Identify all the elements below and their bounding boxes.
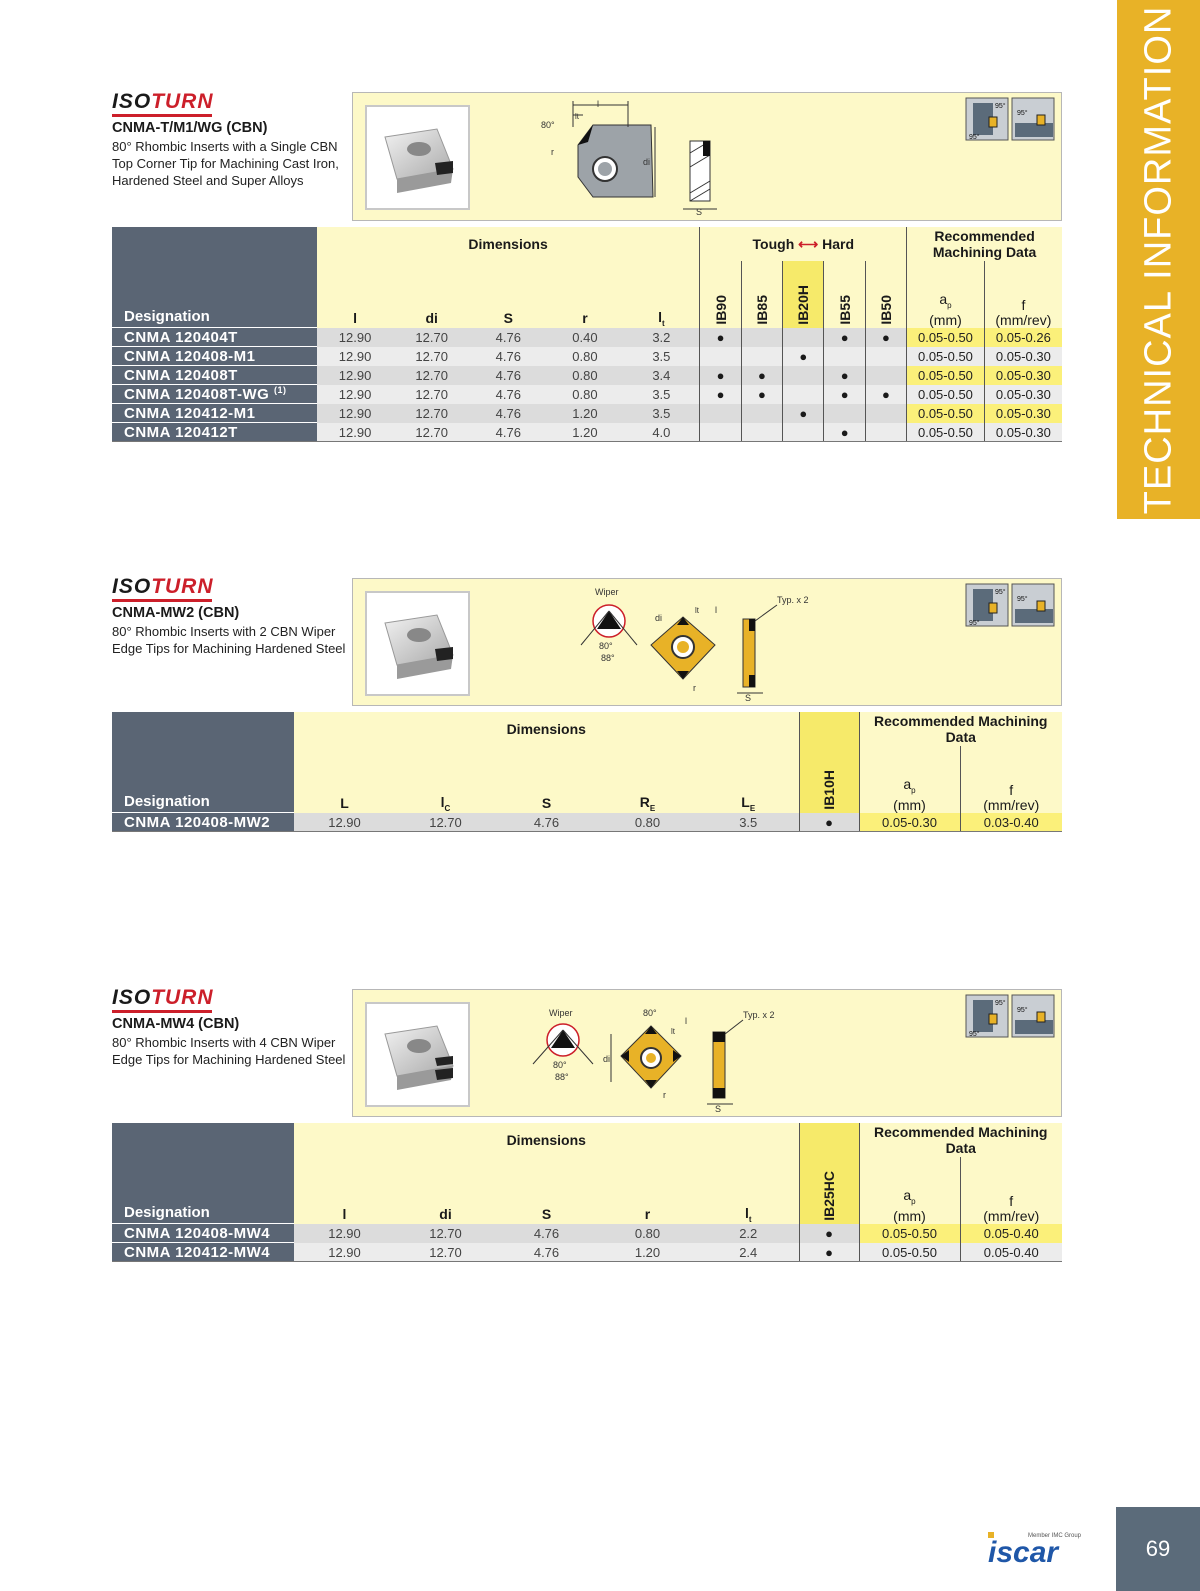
header-dim-r: r xyxy=(547,309,624,328)
svg-text:95°: 95° xyxy=(969,620,980,627)
grade-header: IB10H xyxy=(821,770,837,810)
table-row: CNMA 120408T 12.90 12.70 4.76 0.80 3.4 ● ● ● 0.05-0.50 0.05-0.30 xyxy=(112,366,1062,385)
svg-text:r: r xyxy=(663,1090,666,1100)
brand-underline xyxy=(112,114,212,117)
svg-text:di: di xyxy=(603,1054,611,1064)
header-dim-re: $R_E$ xyxy=(597,794,698,813)
svg-text:lt: lt xyxy=(575,112,579,121)
product-title: CNMA-MW4 (CBN) xyxy=(112,1016,240,1032)
header-dim-l: l xyxy=(294,1205,395,1224)
brand-underline xyxy=(112,599,212,602)
grade-header: IB20H xyxy=(795,285,812,325)
table-row: CNMA 120412-MW4 12.90 12.70 4.76 1.20 2.4 ● 0.05-0.50 0.05-0.40 xyxy=(112,1243,1062,1262)
header-dimensions: Dimensions xyxy=(317,227,700,261)
header-dim-l: l xyxy=(317,309,394,328)
header-f: f (mm/rev) xyxy=(984,261,1062,328)
header-dim-lc: $l_C$ xyxy=(395,794,496,813)
insert-wiper-diagram xyxy=(513,994,813,1114)
svg-text:di: di xyxy=(643,157,651,167)
insert-wiper-diagram xyxy=(563,583,833,703)
header-dimensions: Dimensions xyxy=(294,1123,799,1157)
header-dim-L: L xyxy=(294,794,395,813)
header-recommended: Recommended Machining Data xyxy=(907,227,1062,261)
table-row: CNMA 120408-M1 12.90 12.70 4.76 0.80 3.5 ● 0.05-0.50 0.05-0.30 xyxy=(112,347,1062,366)
spec-table xyxy=(112,1123,1062,1262)
product-description: 80° Rhombic Inserts with 4 CBN Wiper Edge Tips for Machining Hardened Steel xyxy=(112,1035,346,1067)
table-row: CNMA 120408T-WG $^{(1)}$ 12.90 12.70 4.76 0.80 3.5 ● ● ● ● 0.05-0.50 0.05-0.30 xyxy=(112,385,1062,404)
table-row: CNMA 120408-MW4 12.90 12.70 4.76 0.80 2.2 ● 0.05-0.50 0.05-0.40 xyxy=(112,1224,1062,1243)
section-cnma-t xyxy=(112,90,1062,470)
brand-logo: ISOTURN xyxy=(112,90,214,113)
insert-photo xyxy=(365,105,470,210)
table-row: CNMA 120404T 12.90 12.70 4.76 0.40 3.2 ● ● ● 0.05-0.50 0.05-0.26 xyxy=(112,328,1062,347)
svg-text:95°: 95° xyxy=(1017,596,1028,603)
svg-text:iscar: iscar xyxy=(988,1536,1059,1566)
product-illustration-box xyxy=(352,578,1062,706)
product-description: 80° Rhombic Inserts with a Single CBN Top Corner Tip for Machining Cast Iron, Hardened Steel and Super Alloys xyxy=(112,139,339,188)
svg-text:di: di xyxy=(655,613,663,623)
svg-text:80°: 80° xyxy=(599,641,613,651)
svg-text:95°: 95° xyxy=(969,1031,980,1038)
svg-text:Wiper: Wiper xyxy=(595,587,619,597)
side-tab-technical-information xyxy=(1117,0,1200,519)
header-recommended: Recommended Machining Data xyxy=(859,1123,1062,1157)
page-number: 69 xyxy=(1116,1507,1200,1591)
brand-logo: ISOTURN xyxy=(112,986,214,1009)
machining-operation-icon xyxy=(965,994,1055,1038)
header-dim-lt: $l_t$ xyxy=(623,309,700,328)
machining-operation-icon xyxy=(965,583,1055,627)
grade-header: IB85 xyxy=(753,295,770,325)
svg-text:80°: 80° xyxy=(643,1008,657,1018)
svg-text:S: S xyxy=(745,693,752,703)
header-dimensions: Dimensions xyxy=(294,712,799,746)
member-imc-group-text: Member IMC Group xyxy=(1028,1533,1082,1539)
header-dim-di: di xyxy=(393,309,470,328)
header-dim-r: r xyxy=(597,1205,698,1224)
brand-underline xyxy=(112,1010,212,1013)
svg-text:95°: 95° xyxy=(995,589,1006,596)
header-dim-s: S xyxy=(470,309,547,328)
svg-text:S: S xyxy=(715,1104,722,1114)
iscar-logo xyxy=(988,1526,1088,1566)
header-dim-s: S xyxy=(496,1205,597,1224)
product-illustration-box xyxy=(352,989,1062,1117)
insert-dimension-diagram xyxy=(533,97,733,217)
header-f: f (mm/rev) xyxy=(960,1157,1062,1224)
insert-photo xyxy=(365,1002,470,1107)
header-designation: Designation xyxy=(112,227,317,328)
svg-text:lt: lt xyxy=(671,1027,675,1036)
svg-text:95°: 95° xyxy=(1017,1007,1028,1014)
svg-text:l: l xyxy=(685,1016,687,1026)
header-dim-s: S xyxy=(496,794,597,813)
section-cnma-mw4 xyxy=(112,986,1062,1286)
product-title: CNMA-MW2 (CBN) xyxy=(112,605,240,621)
table-row: CNMA 120412-M1 12.90 12.70 4.76 1.20 3.5 ● 0.05-0.50 0.05-0.30 xyxy=(112,404,1062,423)
svg-text:80°: 80° xyxy=(553,1060,567,1070)
svg-text:r: r xyxy=(693,683,696,693)
header-recommended: Recommended Machining Data xyxy=(859,712,1062,746)
brand-logo: ISOTURN xyxy=(112,575,214,598)
product-description: 80° Rhombic Inserts with 2 CBN Wiper Edge Tips for Machining Hardened Steel xyxy=(112,624,346,656)
header-tough-hard: Tough ⟷ Hard xyxy=(700,227,907,261)
header-designation: Designation xyxy=(112,1123,294,1224)
svg-text:88°: 88° xyxy=(555,1072,569,1082)
grade-header: IB90 xyxy=(712,295,729,325)
svg-text:95°: 95° xyxy=(995,103,1006,110)
header-dim-lt: $l_t$ xyxy=(698,1205,799,1224)
table-row: CNMA 120412T 12.90 12.70 4.76 1.20 4.0 ● 0.05-0.50 0.05-0.30 xyxy=(112,423,1062,442)
svg-text:95°: 95° xyxy=(1017,110,1028,117)
machining-operation-icon xyxy=(965,97,1055,141)
header-designation: Designation xyxy=(112,712,294,813)
spec-table xyxy=(112,227,1062,442)
header-ap: $a_p$ (mm) xyxy=(907,261,985,328)
svg-text:88°: 88° xyxy=(601,653,615,663)
table-row: CNMA 120408-MW2 12.90 12.70 4.76 0.80 3.5 ● 0.05-0.30 0.03-0.40 xyxy=(112,813,1062,832)
header-dim-di: di xyxy=(395,1205,496,1224)
svg-text:Wiper: Wiper xyxy=(549,1008,573,1018)
svg-text:l: l xyxy=(715,605,717,615)
header-ap: $a_p$ (mm) xyxy=(859,1157,960,1224)
svg-text:lt: lt xyxy=(695,606,699,615)
header-dim-le: $L_E$ xyxy=(698,794,799,813)
svg-text:l: l xyxy=(597,99,599,109)
svg-text:Typ. x 2: Typ. x 2 xyxy=(743,1010,775,1020)
product-title: CNMA-T/M1/WG (CBN) xyxy=(112,120,268,136)
svg-text:Typ. x 2: Typ. x 2 xyxy=(777,595,809,605)
section-cnma-mw2 xyxy=(112,575,1062,855)
side-tab-label: TECHNICAL INFORMATION xyxy=(1137,5,1179,514)
grade-header: IB25HC xyxy=(821,1171,837,1221)
svg-text:95°: 95° xyxy=(969,134,980,141)
product-illustration-box xyxy=(352,92,1062,221)
header-f: f (mm/rev) xyxy=(960,746,1062,813)
svg-text:95°: 95° xyxy=(995,1000,1006,1007)
svg-text:r: r xyxy=(551,147,554,157)
insert-photo xyxy=(365,591,470,696)
grade-header: IB50 xyxy=(877,295,894,325)
grade-header: IB55 xyxy=(836,295,853,325)
header-ap: $a_p$ (mm) xyxy=(859,746,960,813)
svg-text:S: S xyxy=(696,207,703,217)
angle-label: 80° xyxy=(541,120,555,130)
spec-table xyxy=(112,712,1062,832)
